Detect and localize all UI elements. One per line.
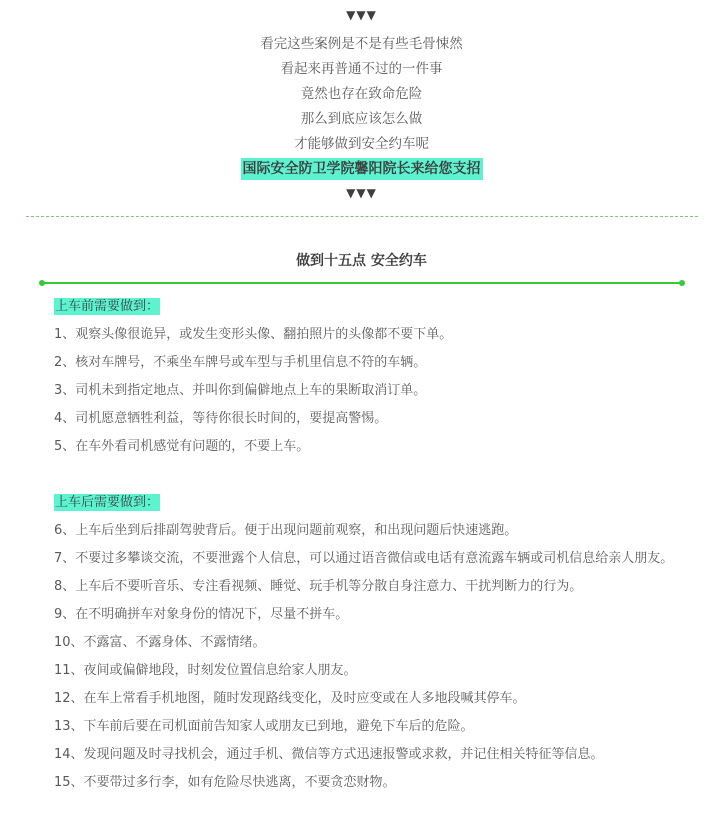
intro-line: 那么到底应该怎么做	[300, 111, 423, 127]
intro-highlight-row	[0, 157, 723, 182]
list-item: 12、在车上常看手机地图，随时发现路线变化，及时应变或在人多地段喊其停车。	[54, 691, 526, 706]
after-label-row	[54, 489, 694, 517]
spacer	[54, 461, 694, 489]
list-item: 5、在车外看司机感觉有问题的，不要上车。	[54, 439, 310, 454]
arrows-bottom: ▼▼▼	[346, 186, 377, 200]
list-item: 7、不要过多攀谈交流，不要泄露个人信息，可以通过语音微信或电话有意流露车辆或司机信息给亲人朋友。	[54, 551, 674, 566]
section-title: 做到十五点 安全约车	[296, 253, 427, 269]
list-item: 10、不露富、不露身体、不露情绪。	[54, 635, 266, 650]
intro-line: 才能够做到安全约车呢	[294, 136, 429, 152]
list-item: 6、上车后坐到后排副驾驶背后。便于出现问题前观察，和出现问题后快速逃跑。	[54, 523, 518, 538]
before-label-row	[54, 293, 694, 321]
list-item: 13、下车前后要在司机面前告知家人或朋友已到地，避免下车后的危险。	[54, 719, 474, 734]
intro-highlight: 国际安全防卫学院馨阳院长来给您支招	[241, 158, 483, 180]
list-item: 1、观察头像很诡异，或发生变形头像、翻拍照片的头像都不要下单。	[54, 327, 453, 342]
before-label: 上车前需要做到：	[55, 299, 160, 314]
list-item: 8、上车后不要听音乐、专注看视频、睡觉、玩手机等分散自身注意力、干扰判断力的行为。	[54, 579, 583, 594]
after-label: 上车后需要做到：	[55, 495, 160, 510]
intro-line: 看起来再普通不过的一件事	[280, 61, 443, 77]
list-item: 11、夜间或偏僻地段，时刻发位置信息给家人朋友。	[54, 663, 357, 678]
underline-dot-left	[39, 280, 45, 286]
intro-line: 看完这些案例是不是有些毛骨悚然	[260, 36, 463, 52]
list-item: 4、司机愿意牺牲利益，等待你很长时间的，要提高警惕。	[54, 411, 388, 426]
arrows-top: ▼▼▼	[346, 8, 377, 22]
tips-content	[54, 293, 694, 797]
list-item: 2、核对车牌号，不乘坐车牌号或车型与手机里信息不符的车辆。	[54, 355, 427, 370]
intro-line: 竟然也存在致命危险	[300, 86, 423, 102]
list-item: 9、在不明确拼车对象身份的情况下，尽量不拼车。	[54, 607, 349, 622]
intro-block	[0, 32, 723, 182]
underline-dot-right	[679, 280, 685, 286]
list-item: 3、司机未到指定地点、并叫你到偏僻地点上车的果断取消订单。	[54, 383, 427, 398]
dashed-divider	[26, 216, 698, 217]
list-item: 15、不要带过多行李，如有危险尽快逃离，不要贪恋财物。	[54, 775, 396, 790]
list-item: 14、发现问题及时寻找机会，通过手机、微信等方式迅速报警或求救，并记住相关特征等信息。	[54, 747, 604, 762]
title-underline	[42, 282, 682, 284]
